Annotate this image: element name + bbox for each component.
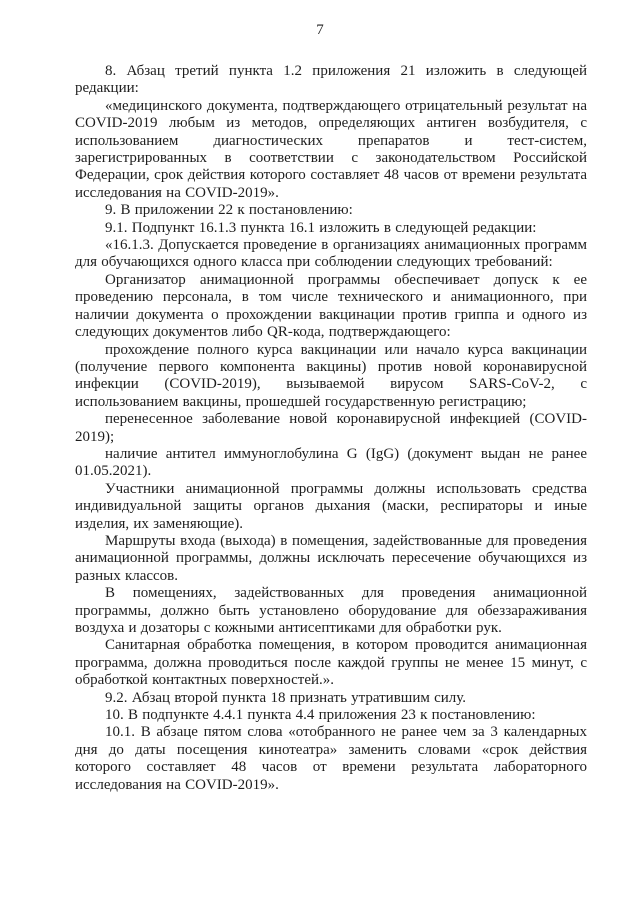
paragraph-8: 8. Абзац третий пункта 1.2 приложения 21 изложить в следующей редакции:: [75, 63, 587, 97]
document-body: [75, 63, 587, 794]
paragraph-9-1: 9.1. Подпункт 16.1.3 пункта 16.1 изложить в следующей редакции:: [105, 219, 537, 236]
paragraph-8-quote: «медицинского документа, подтверждающего отрицательный результат на COVID-2019 любым из методов, определяющих антиген возбудителя, с использованием диагностических препаратов и тест-систем, зарегистрированных в соответствии с законодательством Российской Федерации, срок действия которого составляет 48 часов от времени результата исследования на COVID-2019».: [75, 97, 587, 201]
paragraph-participants: Участники анимационной программы должны использовать средства индивидуальной защиты органов дыхания (маски, респираторы и иные изделия, их заменяющие).: [75, 480, 587, 532]
page-number: 7: [316, 22, 324, 38]
paragraph-past-illness: перенесенное заболевание новой коронавирусной инфекцией (COVID-2019);: [75, 411, 587, 445]
paragraph-16-1-3: «16.1.3. Допускается проведение в организациях анимационных программ для обучающихся одного класса при соблюдении следующих требований:: [75, 237, 587, 271]
paragraph-10: 10. В подпункте 4.4.1 пункта 4.4 приложения 23 к постановлению:: [105, 707, 536, 724]
paragraph-routes: Маршруты входа (выхода) в помещения, задействованные для проведения анимационной программы, должны исключать пересечение обучающихся из разных классов.: [75, 532, 587, 584]
paragraph-vaccination-course: прохождение полного курса вакцинации или начало курса вакцинации (получение первого компонента вакцины) против новой коронавирусной инфекции (COVID-2019), вызываемой вирусом SARS-CoV-2, с использованием вакцины, прошедшей государственную регистрацию;: [75, 341, 587, 410]
paragraph-antibodies: наличие антител иммуноглобулина G (IgG) (документ выдан не ранее 01.05.2021).: [75, 445, 587, 480]
paragraph-9-2: 9.2. Абзац второй пункта 18 признать утратившим силу.: [105, 689, 467, 706]
paragraph-9: 9. В приложении 22 к постановлению:: [105, 202, 353, 219]
paragraph-premises: В помещениях, задействованных для проведения анимационной программы, должно быть установлено оборудование для обеззараживания воздуха и дозаторы с кожными антисептиками для обработки рук.: [75, 585, 587, 636]
paragraph-10-1: 10.1. В абзаце пятом слова «отобранного не ранее чем за 3 календарных дня до даты посещения кинотеатра» заменить словами «срок действия которого составляет 48 часов от времени результата лабораторного исследования на COVID-2019».: [75, 724, 587, 793]
paragraph-sanitary: Санитарная обработка помещения, в котором проводится анимационная программа, должна проводиться после каждой группы не менее 15 минут, с обработкой контактных поверхностей.».: [75, 637, 587, 689]
paragraph-organizer: Организатор анимационной программы обеспечивает допуск к ее проведению персонала, в том числе технического и анимационного, при наличии документа о прохождении вакцинации против гриппа и одного из следующих документов либо QR-кода, подтверждающего:: [75, 271, 587, 341]
